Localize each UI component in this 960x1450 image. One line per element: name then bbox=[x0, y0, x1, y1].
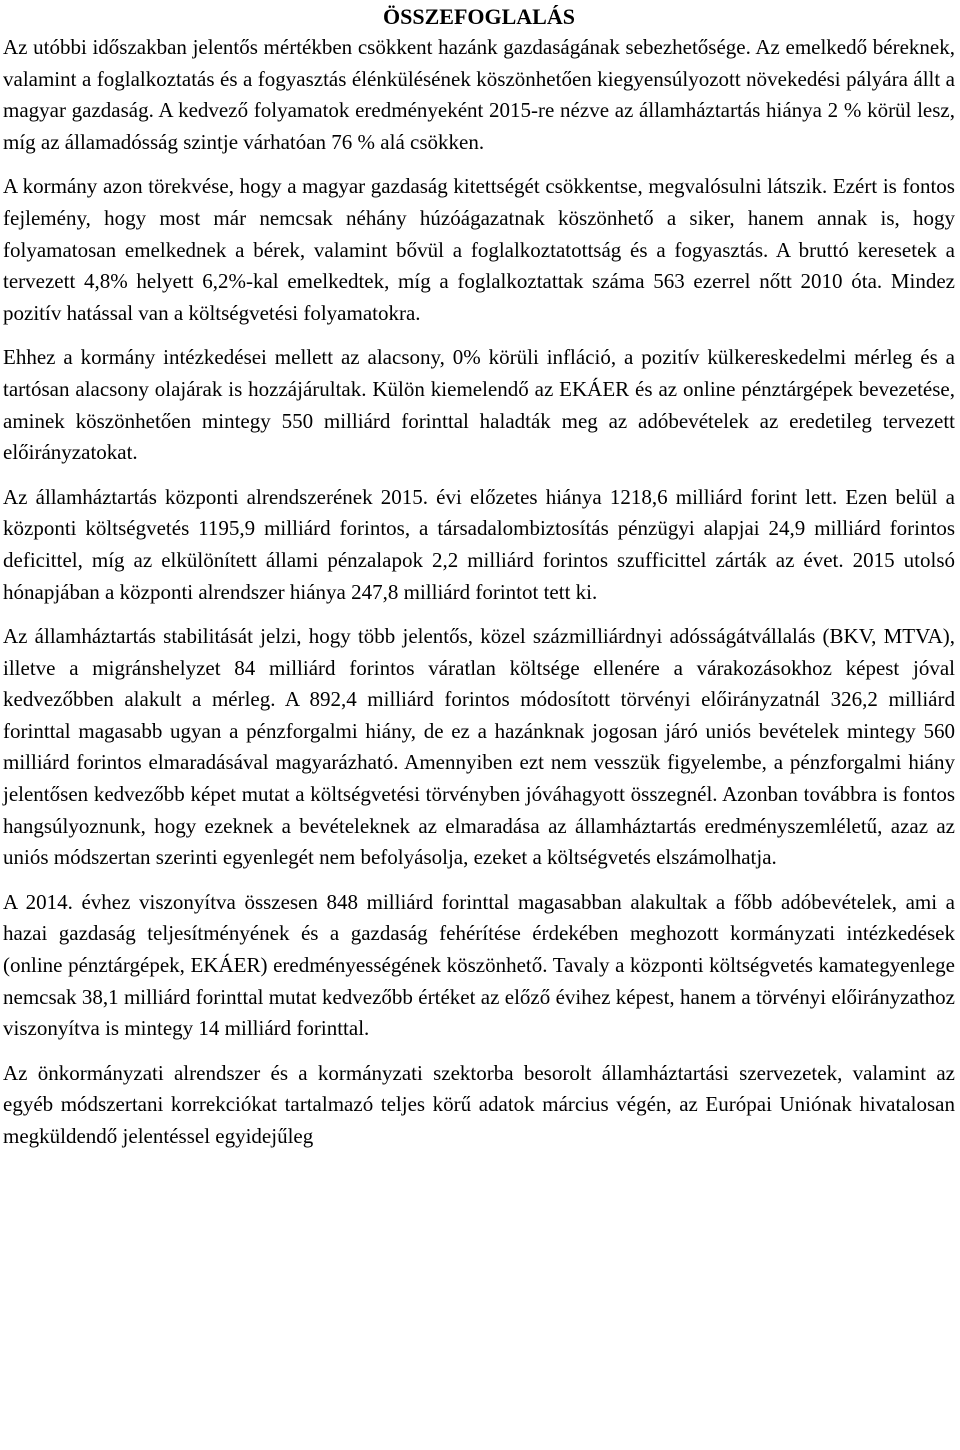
sentence: Az önkormányzati alrendszer és a kormányzati szektorba besorolt államháztartási szervezetek, valamint az egyéb módszertani korrekciókat tartalmazó teljes körű adatok március végén, az Európai Uniónak hivatalosan megküldendő jelentéssel egyidejűleg bbox=[3, 1060, 955, 1148]
paragraph-2 bbox=[3, 171, 955, 329]
sentence: 2015 utolsó hónapjában a központi alrendszer hiánya 247,8 milliárd forintot tett ki. bbox=[3, 547, 955, 604]
sentence: Ezen belül a központi költségvetés 1195,9 milliárd forintos, a társadalombiztosítás pénzügyi alapjai 24,9 milliárd forintos deficittel, míg az elkülönített állami pénzalapok 2,2 milliárd forintos szufficittel zárták az évet. bbox=[3, 484, 955, 572]
sentence: A bruttó keresetek a tervezett 4,8% helyett 6,2%-kal emelkedtek, míg a foglalkoztattak száma 563 ezerrel nőtt 2010 óta. Mindez pozitív hatással van a költségvetési folyamatokra. bbox=[3, 237, 955, 325]
sentence: A 2014. évhez viszonyítva összesen 848 milliárd forinttal magasabban alakultak a főbb adóbevételek, ami a hazai gazdaság teljesítményének és a gazdaság fehérítése érdekében meghozott kormányzati intézkedések (online pénztárgépek, EKÁER) eredményességének köszönhető. bbox=[3, 889, 955, 978]
sentence: A kedvező folyamatok eredményeként 2015-re nézve az államháztartás hiánya 2 % körül lesz, míg az államadósság szintje várhatóan 76 % alá csökken. bbox=[3, 98, 955, 154]
paragraph-4 bbox=[3, 482, 955, 608]
sentence: Ezért is fontos fejlemény, hogy most már nemcsak néhány húzóágazatnak köszönhető a siker, hanem annak is, hogy folyamatosan emelkednek a bérek, valamint bővül a foglalkoztatottság és a fogyasztás. bbox=[3, 174, 955, 262]
sentence: Az emelkedő béreknek, valamint a foglalkoztatás és a fogyasztás élénkülésének köszönhetően kiegyensúlyozott növekedési pályára állt a magyar gazdaság. bbox=[3, 35, 955, 123]
page-title: ÖSSZEFOGLALÁS bbox=[383, 4, 575, 29]
sentence: Ehhez a kormány intézkedései mellett az alacsony, 0% körüli infláció, a pozitív külkereskedelmi mérleg és a tartósan alacsony olajárak is hozzájárultak. bbox=[3, 345, 955, 401]
sentence: Külön kiemelendő az EKÁER és az online pénztárgépek bevezetése, aminek köszönhetően mintegy 550 milliárd forinttal haladták meg az adóbevételek az eredetileg tervezett előirányzatokat. bbox=[3, 376, 955, 465]
sentence: Az utóbbi időszakban jelentős mértékben csökkent hazánk gazdaságának sebezhetősége. bbox=[3, 35, 751, 59]
paragraph-1 bbox=[3, 32, 955, 158]
sentence: Amennyiben ezt nem vesszük figyelembe, a pénzforgalmi hiány jelentősen kedvezőbb képet mutat a költségvetési törvényben jóváhagyott összegnél. bbox=[3, 750, 955, 807]
paragraph-6 bbox=[3, 887, 955, 1045]
sentence: Tavaly a központi költségvetés kamategyenlege nemcsak 38,1 milliárd forinttal mutat kedvezőbb értéket az előző évihez képest, hanem a törvényi előirányzathoz viszonyítva is mintegy 14 milliárd forinttal. bbox=[3, 953, 955, 1041]
sentence: Az államháztartás stabilitását jelzi, hogy több jelentős, közel százmilliárdnyi adósságátvállalás (BKV, MTVA), illetve a migránshelyzet 84 milliárd forintos váratlan költsége ellenére a várakozásokhoz képest jóval kedvezőbben alakult a mérleg. bbox=[3, 624, 955, 712]
document-page bbox=[3, 0, 955, 1153]
sentence: A kormány azon törekvése, hogy a magyar gazdaság kitettségét csökkentse, megvalósulni látszik. bbox=[3, 174, 828, 199]
paragraph-5 bbox=[3, 621, 955, 874]
paragraph-3 bbox=[3, 342, 955, 468]
sentence: Az államháztartás központi alrendszerének 2015. évi előzetes hiánya 1218,6 milliárd forint lett. bbox=[3, 484, 838, 509]
paragraph-7 bbox=[3, 1058, 955, 1153]
sentence: Azonban továbbra is fontos hangsúlyoznunk, hogy ezeknek a bevételeknek az elmaradása az államháztartás eredményszemléletű, azaz az uniós módszertan szerinti egyenlegét nem befolyásolja, ezeket a költségvetés elszámolhatja. bbox=[3, 782, 956, 870]
sentence: A 892,4 milliárd forintos módosított törvényi előirányzatnál 326,2 milliárd forinttal magasabb ugyan a pénzforgalmi hiány, de ez a hazánknak jogosan járó uniós bevételek mintegy 560 milliárd forintos elmaradásával magyarázható. bbox=[3, 687, 955, 775]
